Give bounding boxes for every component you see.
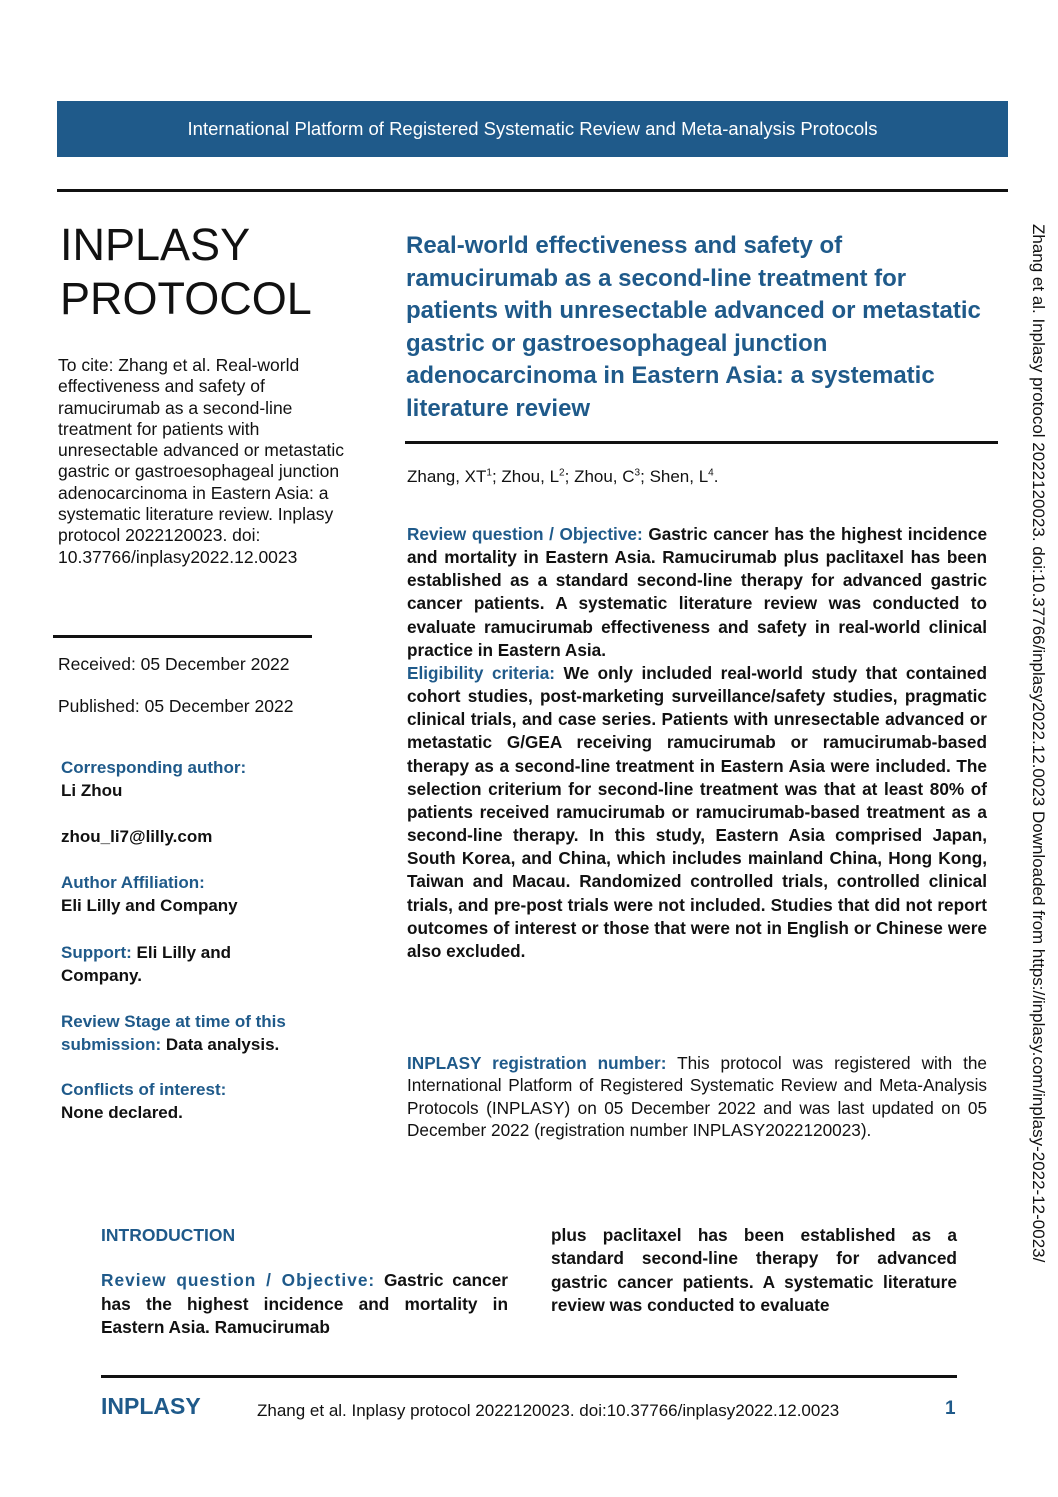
abstract	[407, 523, 987, 963]
support-block	[61, 941, 271, 987]
affiliation-value: Eli Lilly and Company	[61, 896, 238, 915]
conflicts-value: None declared.	[61, 1103, 183, 1122]
footer-citation: Zhang et al. Inplasy protocol 2022120023. doi:10.37766/inplasy2022.12.0023	[257, 1401, 840, 1420]
citation: To cite: Zhang et al. Real-world effectiveness and safety of ramucirumab as a second-line treatment for patients with unresectable advanced or metastatic gastric or gastroesophageal junction adenocarcinoma in Eastern Asia: a systematic literature review. Inplasy protocol 2022120023. doi: 10.37766/inplasy2022.12.0023	[58, 355, 344, 567]
protocol-brand	[60, 218, 312, 326]
author: Zhang, $XT^1$;	[407, 467, 502, 486]
stage-value: Data analysis.	[161, 1035, 280, 1054]
registration-paragraph	[407, 1052, 987, 1141]
intro-col1-text: Gastric cancer has the highest incidence and mortality in Eastern Asia. Ramucirumab	[101, 1270, 508, 1338]
support-value: Eli Lilly and Company.	[61, 943, 232, 985]
eligibility-paragraph	[407, 662, 987, 963]
support-label: Support:	[61, 943, 132, 962]
objective-paragraph	[407, 523, 987, 662]
review-stage-block	[61, 1010, 331, 1056]
title-divider	[405, 441, 998, 444]
introduction-column-1	[101, 1269, 508, 1340]
objective-label: Review question / Objective:	[407, 524, 643, 544]
author: Zhou, $L^2$;	[501, 467, 575, 486]
download-watermark: Zhang et al. Inplasy protocol 2022120023. doi:10.37766/inplasy2022.12.0023 Downloaded from https://inplasy.com/inplasy-2022-12-0023/	[1029, 224, 1048, 1263]
affiliation-label: Author Affiliation:	[61, 873, 205, 892]
corresponding-name: Li Zhou	[61, 781, 123, 800]
registration-label: INPLASY registration number:	[407, 1053, 667, 1073]
top-divider	[57, 189, 1008, 192]
footer-brand: INPLASY	[101, 1393, 201, 1419]
author: Shen, $L^4$.	[649, 467, 719, 486]
page-number: 1	[945, 1398, 956, 1419]
received-date: Received: 05 December 2022	[58, 654, 290, 674]
paper-title: Real-world effectiveness and safety of ramucirumab as a second-line treatment for patients with unresectable advanced or metastatic gastric or gastroesophageal junction adenocarcinoma in Eastern Asia: a systematic literature review	[406, 232, 981, 422]
brand-line-2: PROTOCOL	[60, 273, 312, 324]
conflicts-label: Conflicts of interest:	[61, 1080, 227, 1099]
footer-divider	[101, 1375, 957, 1378]
author: Zhou, $C^3$;	[574, 467, 650, 486]
author-email[interactable]: zhou_li7@lilly.com	[61, 827, 213, 846]
brand-line-1: INPLASY	[60, 219, 251, 270]
email-block	[61, 825, 341, 848]
stage-label: Review Stage at time of this submission:	[61, 1012, 286, 1054]
intro-objective-label: Review question / Objective:	[101, 1270, 376, 1290]
corresponding-author-block	[61, 756, 341, 802]
author-list	[407, 467, 718, 487]
eligibility-label: Eligibility criteria:	[407, 662, 555, 683]
affiliation-block	[61, 871, 341, 917]
objective-text: Gastric cancer has the highest incidence and mortality in Eastern Asia. Ramucirumab plus paclitaxel has been established as a standard second-line therapy for advanced gastric cancer patients. A systematic literature review was conducted to evaluate ramucirumab effectiveness and safety in real-world clinical practice in Eastern Asia.	[407, 524, 988, 660]
conflicts-block	[61, 1078, 341, 1124]
corresponding-label: Corresponding author:	[61, 758, 247, 777]
introduction-column-2: plus paclitaxel has been established as a standard second-line therapy for advanced gastric cancer patients. A systematic literature review was conducted to evaluate	[551, 1225, 957, 1315]
registration-text: This protocol was registered with the International Platform of Registered Systematic Review and Meta-Analysis Protocols (INPLASY) on 05 December 2022 and was last updated on 05 December 2022 (registration number INPLASY2022120023).	[407, 1053, 987, 1140]
journal-banner: International Platform of Registered Systematic Review and Meta-analysis Protocols	[57, 101, 1008, 157]
published-date: Published: 05 December 2022	[58, 696, 294, 716]
introduction-heading: INTRODUCTION	[101, 1225, 236, 1245]
eligibility-text: We only included real-world study that contained cohort studies, post-marketing surveillance/safety studies, pragmatic clinical trials, and case series. Patients with unresectable advanced or metastatic G/GEA receiving ramucirumab or ramucirumab-based therapy as a second-line treatment in Eastern Asia were included. The selection criterium for second-line treatment was that at least 80% of patients received ramucirumab or ramucirumab-based treatment as a second-line therapy. In this study, Eastern Asia comprised Japan, South Korea, and China, which includes mainland China, Hong Kong, Taiwan and Macau. Randomized controlled trials, controlled clinical trials, and pre-post trials were not included. Studies that did not report outcomes of interest or those that were not in English or Chinese were also excluded.	[407, 662, 987, 961]
left-divider	[53, 635, 312, 638]
